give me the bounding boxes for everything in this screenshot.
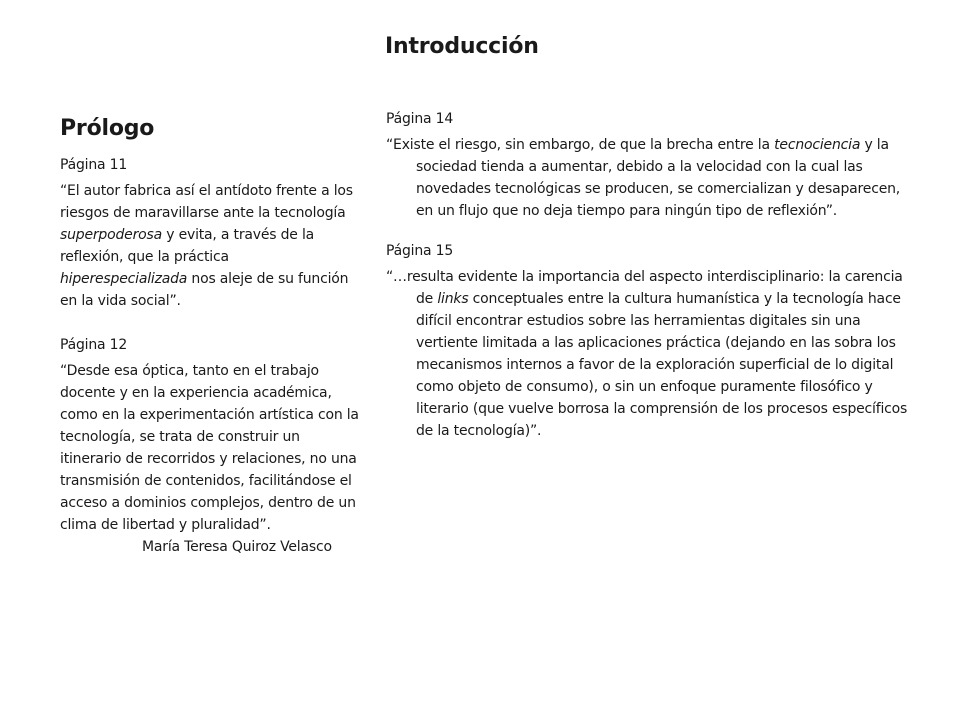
page-label: Página 12: [60, 337, 128, 353]
page-label: Página 11: [60, 157, 128, 173]
prologue-heading: Prólogo: [60, 116, 155, 141]
page-label: Página 15: [386, 243, 454, 259]
author-name: María Teresa Quiroz Velasco: [142, 539, 332, 555]
introduction-heading: Introducción: [385, 34, 539, 59]
page-label: Página 14: [386, 111, 454, 127]
quote-text: “Desde esa óptica, tanto en el trabajo docente y en la experiencia académica, como en la experimentación artística con la tecnología, se trata de construir un itinerario de recorridos y relaciones, no una transmisión de contenidos, facilitándose el acceso a dominios complejos, dentro de un clima de libertad y pluralidad”.: [60, 363, 359, 533]
prologue-column: [60, 154, 360, 558]
italic-term: hiperespecializada: [60, 271, 188, 287]
italic-term: links: [437, 291, 469, 307]
italic-term: tecnociencia: [774, 137, 861, 153]
italic-term: superpoderosa: [60, 227, 162, 243]
introduction-column: [386, 108, 916, 442]
quote-text: “Existe el riesgo, sin embargo, de que la brecha entre la tecnociencia y la sociedad tienda a aumentar, debido a la velocidad con la cual las novedades tecnológicas se producen, se comercializan y desaparecen, en un flujo que no deja tiempo para ningún tipo de reflexión”.: [386, 137, 901, 219]
quote-text: “El autor fabrica así el antídoto frente a los riesgos de maravillarse ante la tecnología superpoderosa y evita, a través de la reflexión, que la práctica hiperespecializada nos aleje de su función en la vida social”.: [60, 183, 353, 309]
quote-text: “…resulta evidente la importancia del aspecto interdisciplinario: la carencia de links conceptuales entre la cultura humanística y la tecnología hace difícil encontrar estudios sobre las herramientas digitales sin una vertiente limitada a las aplicaciones práctica (dejando en las sobra los mecanismos internos a favor de la exploración superficial de lo digital como objeto de consumo), o sin un enfoque puramente filosófico y literario (que vuelve borrosa la comprensión de los procesos específicos de la tecnología)”.: [386, 269, 908, 439]
